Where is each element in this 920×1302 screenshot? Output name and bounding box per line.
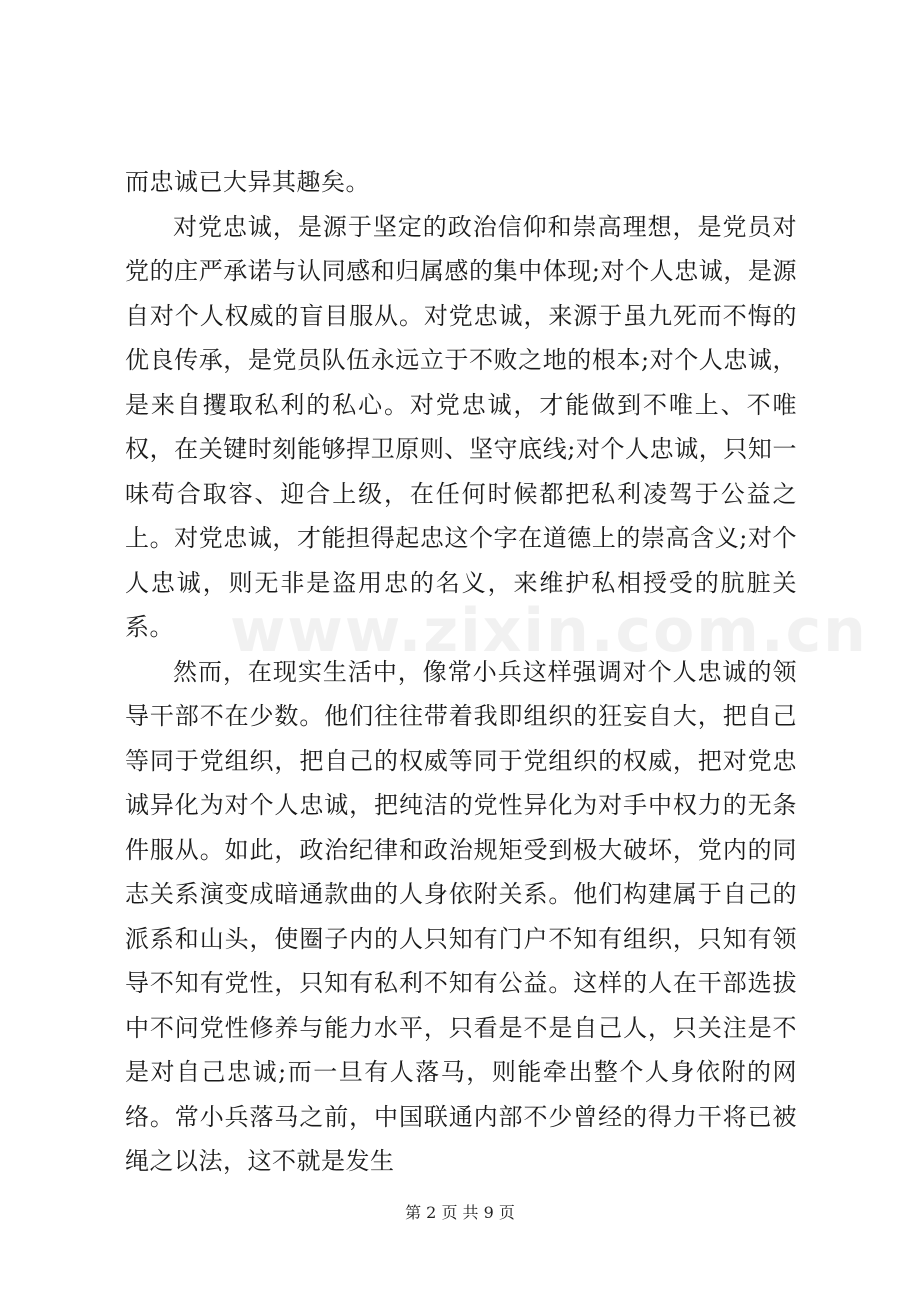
paragraph-3: 然而，在现实生活中，像常小兵这样强调对个人忠诚的领导干部不在少数。他们往往带着我即组织的狂妄自大，把自己等同于党组织，把自己的权威等同于党组织的权威，把对党忠诚异化为对个人忠诚，把纯洁的党性异化为对手中权力的无条件服从。如此，政治纪律和政治规矩受到极大破坏，党内的同志关系演变成暗通款曲的人身依附关系。他们构建属于自己的派系和山头，使圈子内的人只知有门户不知有组织，只知有领导不知有党性，只知有私利不知有公益。这样的人在干部选拔中不问党性修养与能力水平，只看是不是自己人，只关注是不是对自己忠诚;而一旦有人落马，则能牵出整个人身依附的网络。常小兵落马之前，中国联通内部不少曾经的得力干将已被绳之以法，这不就是发生 bbox=[125, 657, 797, 1175]
paragraph-1: 而忠诚已大异其趣矣。 bbox=[125, 168, 370, 196]
watermark: www.zixin.com.cn bbox=[230, 596, 868, 666]
document-body bbox=[125, 160, 797, 1184]
page-number-footer: 第 2 页 共 9 页 bbox=[405, 1203, 515, 1222]
paragraph-2: 对党忠诚，是源于坚定的政治信仰和崇高理想，是党员对党的庄严承诺与认同感和归属感的集中体现;对个人忠诚，是源自对个人权威的盲目服从。对党忠诚，来源于虽九死而不悔的优良传承，是党员队伍永远立于不败之地的根本;对个人忠诚，是来自攫取私利的私心。对党忠诚，才能做到不唯上、不唯权，在关键时刻能够捍卫原则、坚守底线;对个人忠诚，只知一味苟合取容、迎合上级，在任何时候都把私利凌驾于公益之上。对党忠诚，才能担得起忠这个字在道德上的崇高含义;对个人忠诚，则无非是盗用忠的名义，来维护私相授受的肮脏关系。 bbox=[125, 212, 797, 641]
